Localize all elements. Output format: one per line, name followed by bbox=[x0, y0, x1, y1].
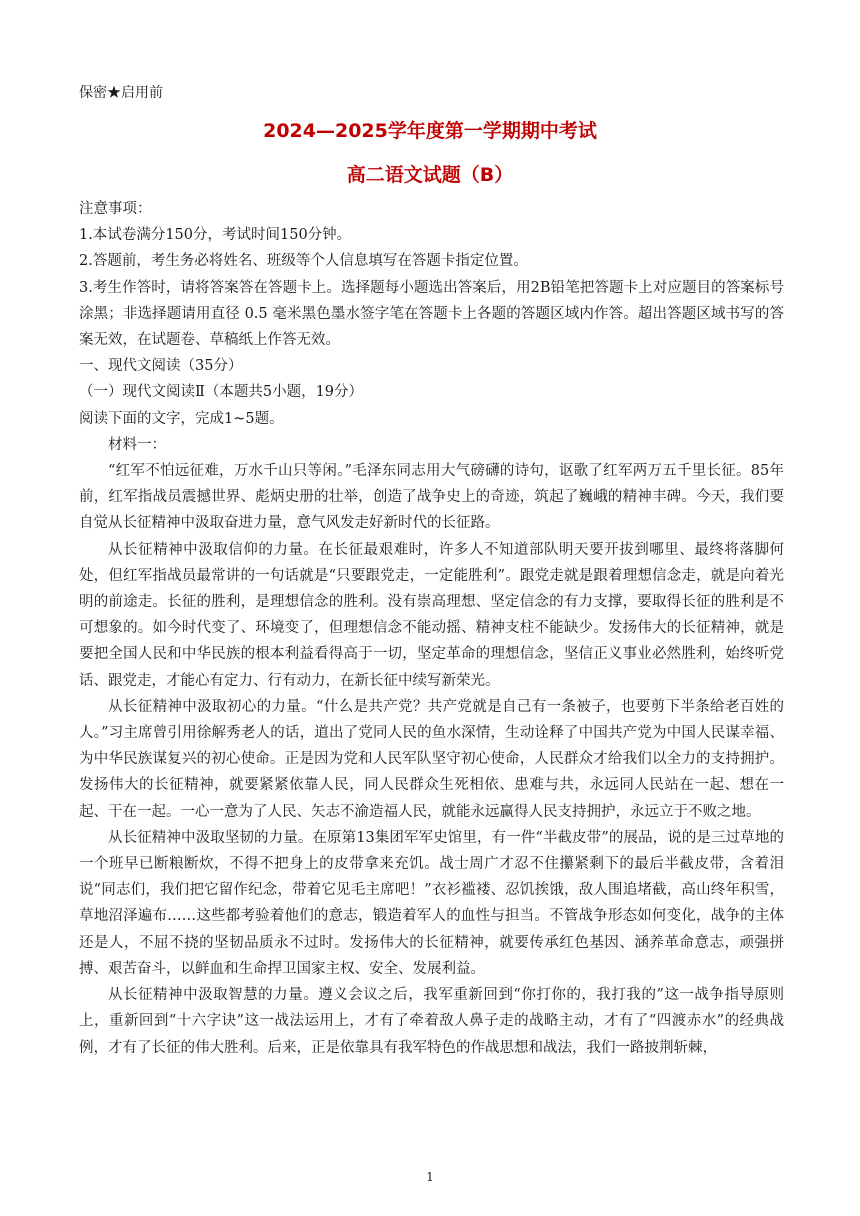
note-item-3: 3.考生作答时，请将答案答在答题卡上。选择题每小题选出答案后，用2B铅笔把答题卡上对应题目的答案标号涂黑；非选择题请用直径 0.5 毫米黑色墨水签字笔在答题卡上各题的答题区域内作答。超出答题区域书写的答案无效，在试题卷、草稿纸上作答无效。 bbox=[79, 279, 784, 349]
paragraph-1: “红军不怕远征难，万水千山只等闲。”毛泽东同志用大气磅礴的诗句，讴歌了红军两万五千里长征。85年前，红军指战员震撼世界、彪炳史册的壮举，创造了战争史上的奇迹，筑起了巍峨的精神丰碑。今天，我们要自觉从长征精神中汲取奋进力量，意气风发走好新时代的长征路。 bbox=[79, 463, 784, 532]
page-number: 1 bbox=[426, 1170, 434, 1184]
paragraph-4: 从长征精神中汲取坚韧的力量。在原第13集团军军史馆里，有一件“半截皮带”的展品，说的是三过草地的一个班早已断粮断炊，不得不把身上的皮带拿来充饥。战士周广才忍不住攥紧剩下的最后半截皮带，含着泪说“同志们，我们把它留作纪念，带着它见毛主席吧！”衣衫褴褛、忍饥挨饿，敌人围追堵截，高山终年积雪，草地沼泽遍布……这些都考验着他们的意志，锻造着军人的血性与担当。不管战争形态如何变化，战争的主体还是人，不屈不挠的坚韧品质永不过时。发扬伟大的长征精神，就要传承红色基因、涵养革命意志，顽强拼搏、艰苦奋斗，以鲜血和生命捍卫国家主权、安全、发展利益。 bbox=[79, 829, 784, 977]
confidential-label: 保密★启用前 bbox=[79, 85, 163, 101]
material-label: 材料一： bbox=[108, 436, 166, 453]
section-subpart-heading: （一）现代文阅读Ⅱ（本题共5小题，19分） bbox=[79, 384, 364, 401]
exam-subtitle: 高二语文试题（B） bbox=[346, 164, 514, 186]
notes-heading: 注意事项： bbox=[79, 201, 152, 217]
note-item-1: 1.本试卷满分150分，考试时间150分钟。 bbox=[79, 227, 352, 244]
paragraph-2: 从长征精神中汲取信仰的力量。在长征最艰难时，许多人不知道部队明天要开拔到哪里、最终将落脚何处，但红军指战员最常讲的一句话就是“只要跟党走，一定能胜利”。跟党走就是跟着理想信念走，就是向着光明的前途走。长征的胜利，是理想信念的胜利。没有崇高理想、坚定信念的有力支撑，要取得长征的胜利是不可想象的。如今时代变了、环境变了，但理想信念不能动摇、精神支柱不能缺少。发扬伟大的长征精神，就是要把全国人民和中华民族的根本利益看得高于一切，坚定革命的理想信念，坚信正义事业必然胜利，始终听党话、跟党走，才能心有定力、行有动力，在新长征中续写新荣光。 bbox=[79, 541, 784, 689]
exam-body bbox=[79, 196, 784, 1061]
paragraph-5: 从长征精神中汲取智慧的力量。遵义会议之后，我军重新回到“你打你的，我打我的”这一战争指导原则上，重新回到“十六字诀”这一战法运用上，才有了牵着敌人鼻子走的战略主动，才有了“四渡赤水”的经典战例，才有了长征的伟大胜利。后来，正是依靠具有我军特色的作战思想和战法，我们一路披荆斩棘， bbox=[79, 987, 784, 1056]
note-item-2: 2.答题前，考生务必将姓名、班级等个人信息填写在答题卡指定位置。 bbox=[79, 253, 528, 270]
section-part-heading: 一、现代文阅读（35分） bbox=[79, 358, 243, 375]
exam-title: 2024—2025学年度第一学期期中考试 bbox=[263, 120, 597, 142]
reading-instruction: 阅读下面的文字，完成1~5题。 bbox=[79, 410, 284, 427]
paragraph-3: 从长征精神中汲取初心的力量。“什么是共产党？共产党就是自己有一条被子，也要剪下半条给老百姓的人。”习主席曾引用徐解秀老人的话，道出了党同人民的鱼水深情，生动诠释了中国共产党为中国人民谋幸福、为中华民族谋复兴的初心使命。正是因为党和人民军队坚守初心使命，人民群众才给我们以全力的支持拥护。发扬伟大的长征精神，就要紧紧依靠人民，同人民群众生死相依、患难与共，永远同人民站在一起、想在一起、干在一起。一心一意为了人民、矢志不渝造福人民，就能永远赢得人民支持拥护，永远立于不败之地。 bbox=[79, 698, 784, 820]
